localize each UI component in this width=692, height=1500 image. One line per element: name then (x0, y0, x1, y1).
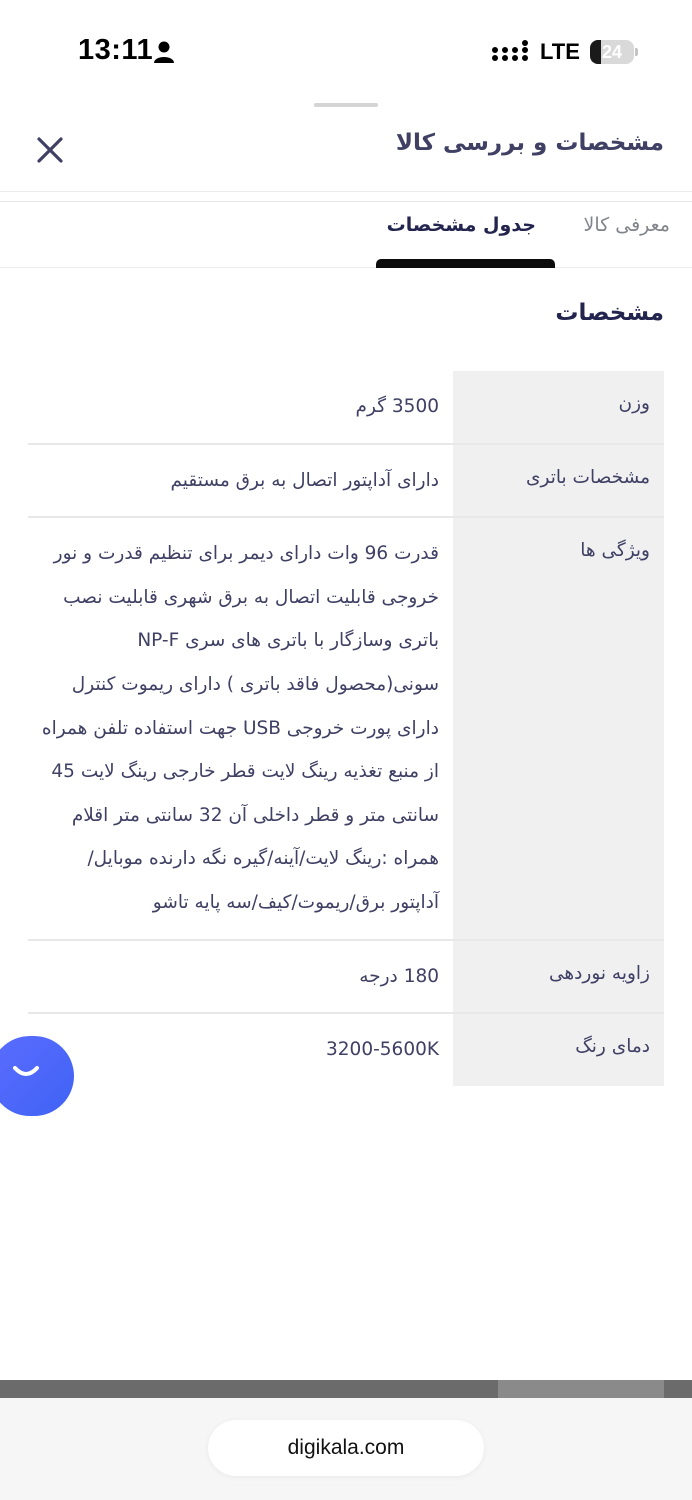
smile-icon (12, 1062, 40, 1082)
section-title: مشخصات (555, 300, 664, 326)
spec-row-weight (28, 371, 664, 445)
person-icon (153, 40, 175, 64)
spec-key: ویژگی ها (453, 518, 664, 938)
url-bar[interactable]: digikala.com (208, 1420, 484, 1476)
page-peek-strip-light (498, 1380, 664, 1398)
sheet-header (0, 110, 692, 190)
spec-row-features (28, 518, 664, 940)
battery-indicator (590, 40, 634, 64)
spec-value: قدرت 96 وات دارای دیمر برای تنظیم قدرت و نور خروجی قابلیت اتصال به برق شهری قابلیت نصب باتری وسازگار با باتری های سری NP-F سونی(محصول فاقد باتری ) دارای ریموت کنترل دارای پورت خروجی USB جهت استفاده تلفن همراه از منبع تغذیه رینگ لایت قطر خارجی رینگ لایت 45 سانتی متر و قطر داخلی آن 32 سانتی متر اقلام همراه :رینگ لایت/آینه/گیره نگه دارنده موبایل/ آداپتور برق/ریموت/کیف/سه پایه تاشو (41, 543, 439, 913)
spec-row-color-temp (28, 1014, 664, 1086)
network-type: LTE (540, 39, 580, 64)
tab-product-intro[interactable]: معرفی کالا (583, 214, 670, 236)
sheet-grabber[interactable] (314, 103, 378, 107)
spec-value: 3500 گرم (355, 396, 439, 417)
close-icon[interactable] (30, 130, 70, 170)
spec-key: وزن (453, 371, 664, 443)
spec-value: 180 درجه (359, 965, 439, 987)
spec-key: مشخصات باتری (453, 445, 664, 517)
spec-value: دارای آداپتور اتصال به برق مستقیم (170, 469, 439, 491)
status-bar (0, 0, 692, 100)
page-title: مشخصات و بررسی کالا (395, 130, 664, 156)
spec-key: دمای رنگ (453, 1014, 664, 1086)
battery-level: 24 (601, 42, 623, 62)
active-tab-indicator (376, 259, 555, 268)
signal-icon (491, 40, 529, 64)
header-divider (0, 191, 692, 192)
spec-row-battery (28, 445, 664, 519)
spec-key: زاویه نوردهی (453, 941, 664, 1013)
support-chat-button[interactable] (0, 1036, 74, 1116)
spec-row-beam-angle (28, 941, 664, 1015)
spec-table (28, 371, 664, 1086)
status-time: 13:11 (78, 34, 154, 66)
spec-value: 3200-5600K (326, 1039, 439, 1061)
tab-bar (0, 202, 692, 268)
tab-spec-table[interactable]: جدول مشخصات (386, 214, 536, 236)
battery-tip (635, 48, 638, 56)
